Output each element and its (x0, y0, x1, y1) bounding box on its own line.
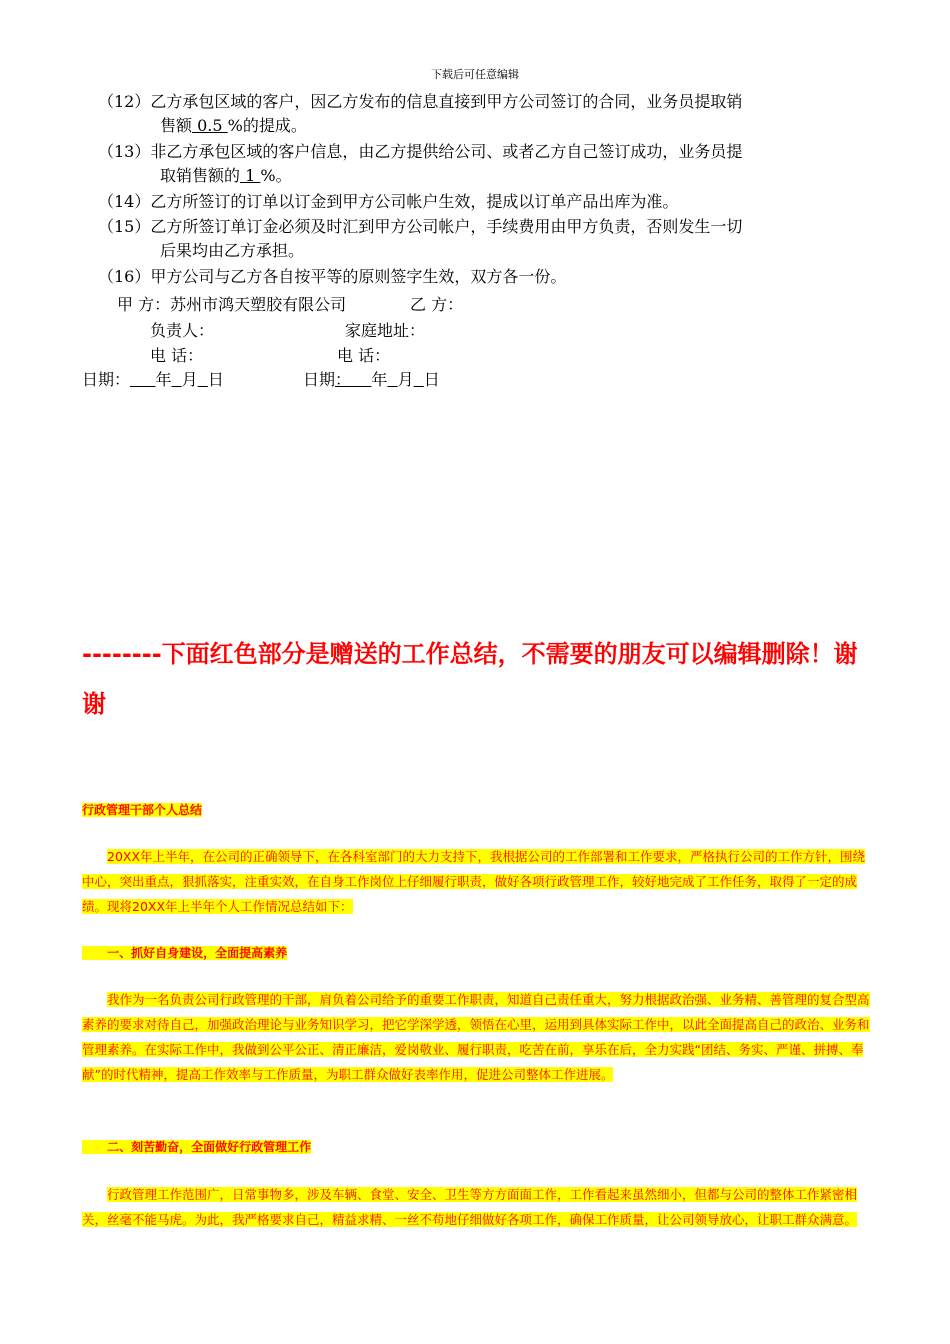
summary-intro: 20XX年上半年，在公司的正确领导下，在各科室部门的大力支持下，我根据公司的工作部署和工作要求，严格执行公司的工作方针，围绕中心，突出重点，狠抓落实，注重实效，在自身工作岗位上仔细履行职责，做好各项行政管理工作，较好地完成了工作任务，取得了一定的成绩。现将20XX年上半年个人工作情况总结如下： (82, 849, 866, 914)
date-b-colon: ： (335, 370, 352, 389)
clause-13-text: 取销售额的 (160, 166, 241, 185)
phone-b-label: 电 话： (337, 346, 391, 365)
section-2-body: 行政管理工作范围广，日常事物多，涉及车辆、食堂、安全、卫生等方方面面工作，工作看起来虽然细小，但都与公司的整体工作紧密相关，丝毫不能马虎。为此，我严格要求自己，精益求精、一丝不苟地仔细做好各项工作，确保工作质量，让公司领导放心，让职工群众满意。 (82, 1187, 858, 1227)
person-in-charge-label: 负责人： (150, 321, 215, 340)
date-b-month: 月 (397, 370, 414, 389)
date-a-year: 年 (155, 370, 172, 389)
date-a-day: 日 (207, 370, 224, 389)
clause-12-suffix: %的提成。 (227, 116, 307, 135)
clause-12-line2 (160, 114, 307, 138)
section-1-body: 我作为一名负责公司行政管理的干部，肩负着公司给予的重要工作职责，知道自己责任重大，努力根据政治强、业务精、善管理的复合型高素养的要求对待自己，加强政治理论与业务知识学习，把它学深学透，领悟在心里，运用到具体实际工作中，以此全面提高自己的政治、业务和管理素养。在实际工作中，我做到公平公正、清正廉洁，爱岗敬业、履行职责，吃苦在前，享乐在后，全力实践“团结、务实、严谨、拼搏、奉献”的时代精神，提高工作效率与工作质量，为职工群众做好表率作用，促进公司整体工作进展。 (82, 992, 870, 1082)
date-b (303, 367, 440, 390)
clause-12-text: 售额 (160, 116, 193, 135)
date-a-month: 月 (181, 370, 198, 389)
date-b-day: 日 (423, 370, 440, 389)
clause-13-line1: （13）非乙方承包区域的客户信息，由乙方提供给公司、或者乙方自己签订成功，业务员提 (98, 142, 743, 161)
clause-16: （16）甲方公司与乙方各自按平等的原则签字生效，双方各一份。 (98, 267, 567, 286)
clause-12-rate: 0.5 (192, 116, 228, 135)
clause-13-line2 (160, 164, 292, 188)
date-a (82, 367, 224, 390)
summary-title: 行政管理干部个人总结 (82, 803, 203, 817)
section-2-title: 二、刻苦勤奋，全面做好行政管理工作 (82, 1138, 311, 1155)
clause-13-suffix: %。 (260, 166, 292, 185)
home-address-label: 家庭地址： (345, 321, 426, 340)
date-a-label: 日期： (82, 370, 131, 389)
phone-a-label: 电 话： (150, 346, 204, 365)
date-b-year: 年 (371, 370, 388, 389)
clause-15-line1: （15）乙方所签订单订金必须及时汇到甲方公司帐户，手续费用由甲方负责，否则发生一切 (98, 217, 743, 236)
clause-13-rate: 1 (240, 166, 261, 185)
clause-15-line2: 后果均由乙方承担。 (160, 241, 305, 260)
page-header: 下载后可任意编辑 (431, 68, 519, 81)
party-b-label: 乙 方： (410, 295, 464, 314)
date-b-label: 日期 (303, 370, 336, 389)
notice-banner: --------下面红色部分是赠送的工作总结，不需要的朋友可以编辑删除！谢谢 (82, 640, 858, 718)
clause-12-line1: （12）乙方承包区域的客户，因乙方发布的信息直接到甲方公司签订的合同，业务员提取销 (98, 92, 743, 111)
party-a-label: 甲 方：苏州市鸿天塑胶有限公司 (117, 295, 347, 314)
clause-14: （14）乙方所签订的订单以订金到甲方公司帐户生效，提成以订单产品出库为准。 (98, 192, 679, 211)
section-1-title: 一、抓好自身建设，全面提高素养 (82, 944, 287, 961)
